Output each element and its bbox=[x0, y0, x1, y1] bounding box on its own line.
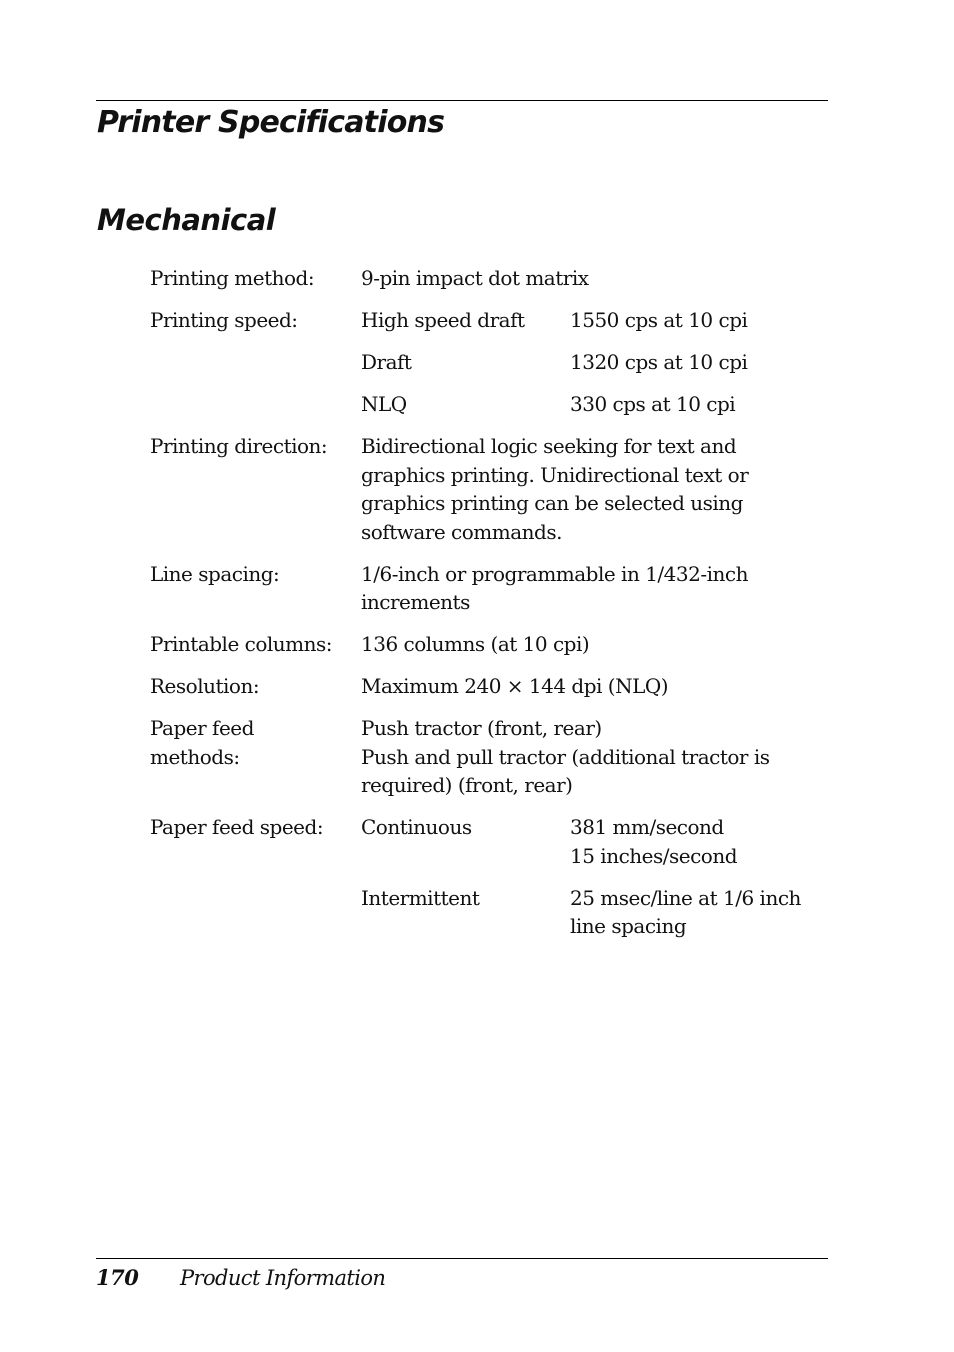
spec-label-line: methods: bbox=[150, 744, 240, 769]
spec-label: Printable columns: bbox=[150, 632, 333, 656]
speed-value: 1320 cps at 10 cpi bbox=[570, 350, 748, 374]
speed-row-high-speed-draft bbox=[361, 306, 831, 335]
speed-mode: Draft bbox=[361, 350, 412, 374]
page-footer bbox=[96, 1264, 828, 1292]
speed-mode: High speed draft bbox=[361, 308, 525, 332]
spec-value bbox=[361, 813, 831, 941]
spec-row-resolution bbox=[150, 672, 840, 701]
footer-section-title: Product Information bbox=[180, 1266, 386, 1290]
feed-line: 15 inches/second bbox=[570, 843, 738, 868]
spec-value bbox=[361, 306, 831, 419]
spec-label: Printing speed: bbox=[150, 308, 298, 332]
spec-value: Maximum 240 × 144 dpi (NLQ) bbox=[361, 674, 669, 698]
spec-line: Bidirectional logic seeking for text and bbox=[361, 434, 737, 458]
spec-line: graphics printing can be selected using bbox=[361, 491, 743, 515]
spec-line: 1/6-inch or programmable in 1/432-inch bbox=[361, 561, 748, 586]
speed-row-nlq bbox=[361, 390, 831, 419]
feed-line: 381 mm/second bbox=[570, 815, 724, 839]
spec-row-printable-columns bbox=[150, 630, 840, 659]
spec-row-paper-feed-methods bbox=[150, 714, 840, 800]
spec-row-printing-speed bbox=[150, 306, 840, 419]
page-number: 170 bbox=[96, 1265, 139, 1290]
feed-mode: Intermittent bbox=[361, 885, 480, 910]
spec-line: software commands. bbox=[361, 519, 562, 544]
feed-line: 25 msec/line at 1/6 inch bbox=[570, 885, 801, 910]
spec-value: 136 columns (at 10 cpi) bbox=[361, 632, 590, 656]
speed-mode: NLQ bbox=[361, 392, 407, 416]
feed-line: line spacing bbox=[570, 914, 687, 938]
speed-value: 1550 cps at 10 cpi bbox=[570, 308, 748, 332]
speed-row-draft bbox=[361, 348, 831, 377]
page-title: Printer Specifications bbox=[97, 105, 445, 140]
spec-row-printing-direction bbox=[150, 432, 840, 546]
speed-value: 330 cps at 10 cpi bbox=[570, 392, 736, 416]
spec-row-line-spacing bbox=[150, 560, 840, 617]
feed-row-intermittent bbox=[361, 884, 831, 941]
spec-line: Push and pull tractor (additional tractor is bbox=[361, 744, 770, 769]
section-title: Mechanical bbox=[97, 203, 276, 237]
feed-mode: Continuous bbox=[361, 815, 472, 839]
footer-rule bbox=[96, 1258, 828, 1259]
spec-line: increments bbox=[361, 590, 470, 614]
spec-label-line: Paper feed bbox=[150, 716, 254, 740]
spec-label: Printing direction: bbox=[150, 434, 328, 458]
feed-row-continuous bbox=[361, 813, 831, 870]
feed-value bbox=[570, 813, 831, 870]
spec-row-printing-method bbox=[150, 264, 840, 293]
spec-label: Paper feed speed: bbox=[150, 815, 324, 839]
spec-value bbox=[361, 560, 831, 617]
spec-line: graphics printing. Unidirectional text or bbox=[361, 462, 749, 487]
spec-line: Push tractor (front, rear) bbox=[361, 716, 602, 740]
spec-label: Resolution: bbox=[150, 674, 260, 698]
feed-value bbox=[570, 884, 831, 941]
spec-line: required) (front, rear) bbox=[361, 773, 573, 797]
spec-label bbox=[150, 714, 361, 800]
spec-label: Line spacing: bbox=[150, 561, 280, 586]
spec-label: Printing method: bbox=[150, 266, 315, 290]
spec-value: 9-pin impact dot matrix bbox=[361, 266, 589, 290]
spec-value bbox=[361, 714, 831, 800]
spec-value bbox=[361, 432, 831, 546]
spec-row-paper-feed-speed bbox=[150, 813, 840, 941]
spec-table bbox=[150, 264, 840, 954]
